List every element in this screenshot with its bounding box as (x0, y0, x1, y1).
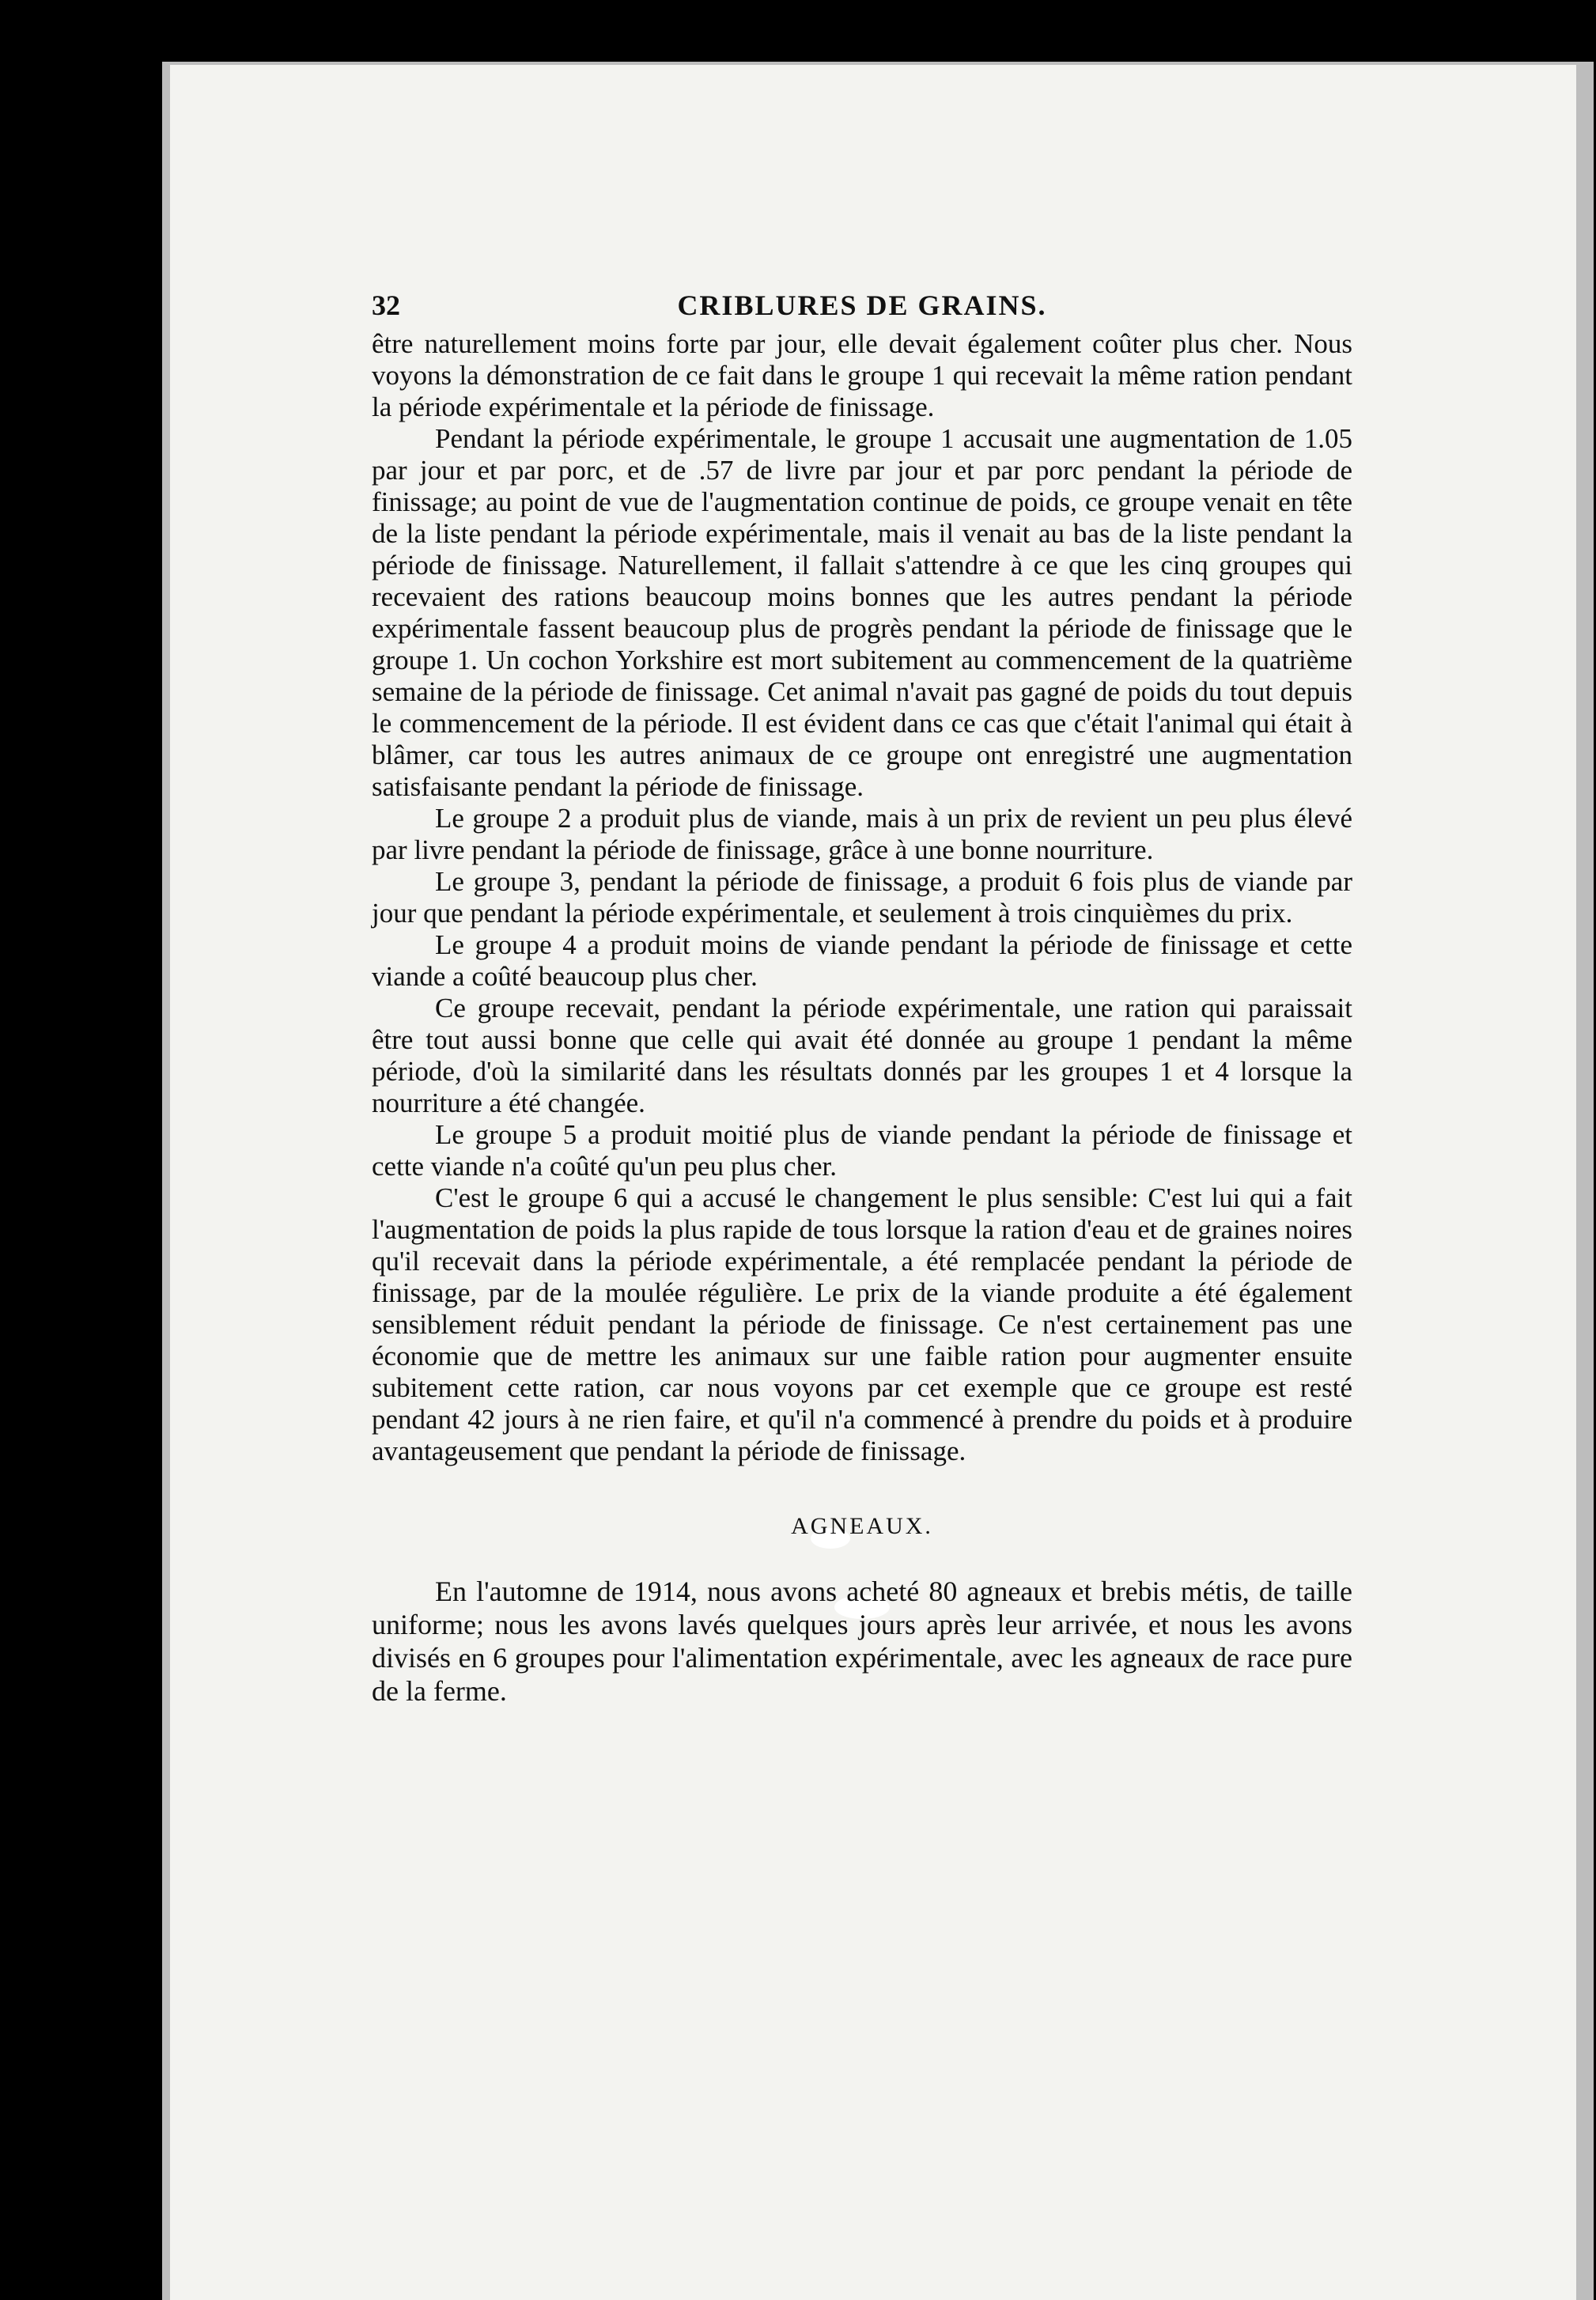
running-title: CRIBLURES DE GRAINS. (677, 289, 1047, 321)
paragraph: Pendant la période expérimentale, le groupe 1 accusait une augmentation de 1.05 par jour et par porc, et de .57 de livre par jour et par porc pendant la période de finissage; au point de vue de l'augmentation continue de poids, ce groupe venait en tête de la liste pendant la période expérimentale, mais il venait au bas de la liste pendant la période de finissage. Naturellement, il fallait s'attendre à ce que les cinq groupes qui recevaient des rations beaucoup moins bonnes que les autres pendant la période expérimentale fassent beaucoup plus de progrès pendant la période de finissage que le groupe 1. Un cochon Yorkshire est mort subitement au commencement de la quatrième semaine de la période de finissage. Cet animal n'avait pas gagné de poids du tout depuis le commencement de la période. Il est évident dans ce cas que c'était l'animal qui était à blâmer, car tous les autres animaux de ce groupe ont enregistré une augmentation satisfaisante pendant la période de finissage. (372, 423, 1352, 802)
paragraph: Le groupe 2 a produit plus de viande, mais à un prix de revient un peu plus élevé par livre pendant la période de finissage, grâce à une bonne nourriture. (372, 803, 1352, 865)
section-heading: AGNEAUX. (791, 1513, 933, 1539)
page-number: 32 (372, 289, 400, 321)
body-text (372, 328, 1352, 1467)
section-body-text (372, 1575, 1352, 1708)
paragraph: être naturellement moins forte par jour, elle devait également coûter plus cher. Nous voyons la démonstration de ce fait dans le groupe 1 qui recevait la même ration pendant la période expérimentale et la période de finissage. (372, 328, 1352, 422)
paragraph: En l'automne de 1914, nous avons acheté 80 agneaux et brebis métis, de taille uniforme; nous les avons lavés quelques jours après leur arrivée, et nous les avons divisés en 6 groupes pour l'alimentation expérimentale, avec les agneaux de race pure de la ferme. (372, 1576, 1352, 1707)
book-page (170, 65, 1576, 2300)
running-head (372, 289, 1352, 328)
paragraph: Le groupe 5 a produit moitié plus de viande pendant la période de finissage et cette viande n'a coûté qu'un peu plus cher. (372, 1119, 1352, 1182)
paragraph: Ce groupe recevait, pendant la période expérimentale, une ration qui paraissait être tout aussi bonne que celle qui avait été donnée au groupe 1 pendant la même période, d'où la similarité dans les résultats donnés par les groupes 1 et 4 lorsque la nourriture a été changée. (372, 993, 1352, 1118)
paragraph: C'est le groupe 6 qui a accusé le changement le plus sensible: C'est lui qui a fait l'augmentation de poids la plus rapide de tous lorsque la ration d'eau et de graines noires qu'il recevait dans la période expérimentale, a été remplacée pendant la période de finissage, par de la moulée régulière. Le prix de la viande produite a été également sensiblement réduit pendant la période de finissage. Ce n'est certainement pas une économie que de mettre les animaux sur une faible ration pour augmenter ensuite subitement cette ration, car nous voyons par cet exemple que ce groupe est resté pendant 42 jours à ne rien faire, et qu'il n'a commencé à prendre du poids et à produire avantageusement que pendant la période de finissage. (372, 1182, 1352, 1466)
paragraph: Le groupe 3, pendant la période de finissage, a produit 6 fois plus de viande par jour que pendant la période expérimentale, et seulement à trois cinquièmes du prix. (372, 866, 1352, 929)
paragraph: Le groupe 4 a produit moins de viande pendant la période de finissage et cette viande a coûté beaucoup plus cher. (372, 929, 1352, 992)
page-content (372, 289, 1352, 1708)
